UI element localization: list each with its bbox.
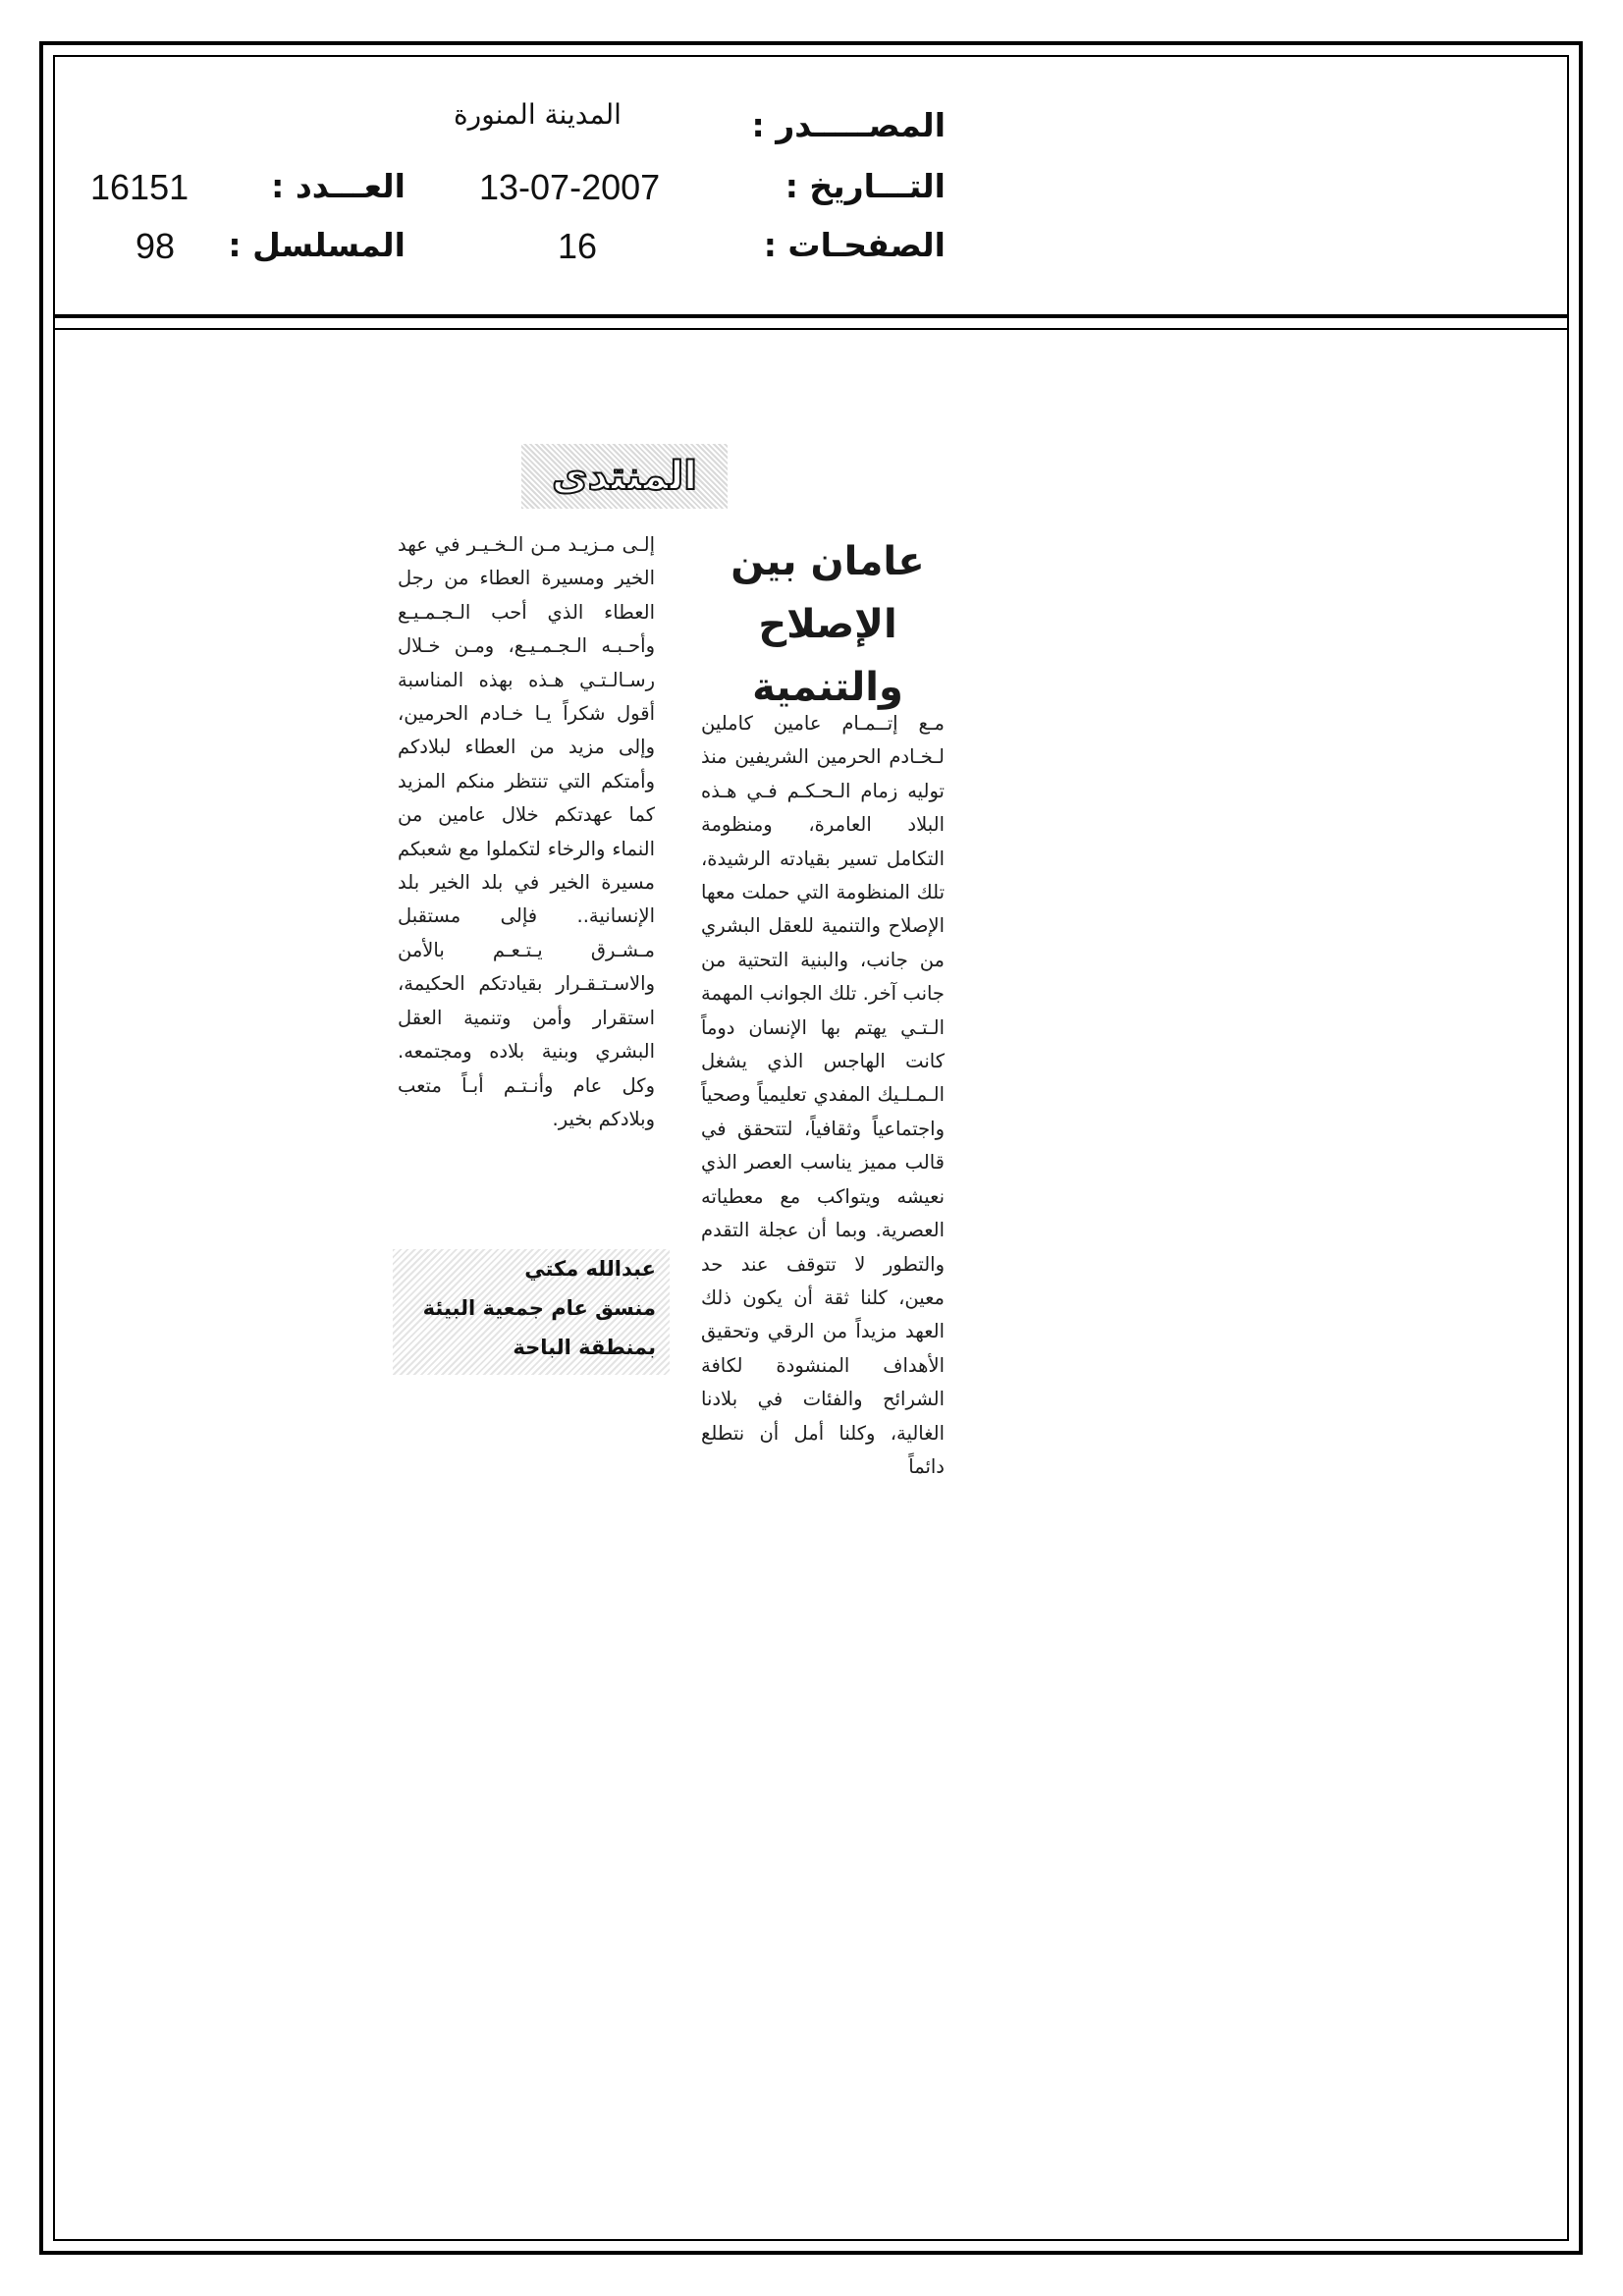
serial-label: المسلسل : (228, 226, 406, 264)
author-title-line-2: بمنطقة الباحة (513, 1336, 656, 1359)
article-column-left: إلـى مـزيـد مـن الـخـيـر في عهد الخير ومسيرة العطاء من رجل العطاء الذي أحب الـجـمـيـع وأحـبـه الـجـمـيـع، ومـن خـلال رسـالـتـي هـذه بهذه المناسبة أقول شكراً يـا خـادم الحرمين، وإلى مزيد من العطاء لبلادكم وأمتكم التي تنتظر منكم المزيد كما عهدتكم خلال عامين من النماء والرخاء لتكملوا مع شعبكم مسيرة الخير في بلد الخير بلد الإنسانية.. فإلى مستقبل مـشـرق يـتـعـم بالأمن والاسـتـقـرار بقيادتكم الحكيمة، استقرار وأمن وتنمية العقل البشري وبنية بلاده ومجتمعه. وكل عام وأنـتـم أبـاً متعب وبلادكم بخير. (398, 533, 655, 1130)
author-signature (393, 1249, 670, 1375)
article-headline (715, 530, 941, 719)
date-value: 13-07-2007 (479, 167, 661, 207)
section-title: المنتدى (552, 454, 697, 499)
serial-value: 98 (135, 226, 176, 266)
headline-line-3: والتنمية (752, 665, 903, 710)
header-divider-thin (53, 328, 1569, 330)
pages-label: الصفحـات : (763, 226, 946, 264)
issue-label: العـــدد : (271, 167, 406, 205)
issue-value: 16151 (90, 167, 189, 207)
article-column-right: مـع إتــمـام عامين كاملين لـخـادم الحرمين الشريفين منذ توليه زمام الـحـكـم فـي هـذه البلاد العامرة، ومنظومة التكامل تسير بقيادته الرشيدة، تلك المنظومة التي حملت معها الإصلاح والتنمية للعقل البشري من جانب، والبنية التحتية من جانب آخر. تلك الجوانب المهمة الـتـي يهتم بها الإنسان دوماً كانت الهاجس الذي يشغل الـمـلـيك المفدي تعليمياً وصحياً واجتماعياً وثقافياً، لتتحقق في قالب مميز يناسب العصر الذي نعيشه ويتواكب مع معطياته العصرية. وبما أن عجلة التقدم والتطور لا تتوقف عند حد معين، كلنا ثقة أن يكون ذلك العهد مزيداً من الرقي وتحقيق الأهداف المنشودة لكافة الشرائح والفئات في بلادنا الغالية، وكلنا أمل أن نتطلع دائماً (701, 712, 945, 1478)
date-label: التـــاريخ : (784, 167, 946, 205)
headline-line-2: الإصلاح (758, 602, 897, 647)
author-title-line-1: منسق عام جمعية البيئة (422, 1296, 656, 1320)
section-masthead (521, 444, 728, 509)
pages-value: 16 (558, 226, 598, 266)
author-name: عبدالله مكتي (524, 1257, 656, 1281)
source-value: المدينة المنورة (454, 98, 622, 131)
header-divider (53, 314, 1569, 318)
source-label: المصـــــدر : (751, 106, 946, 144)
headline-line-1: عامان بين (730, 539, 925, 584)
